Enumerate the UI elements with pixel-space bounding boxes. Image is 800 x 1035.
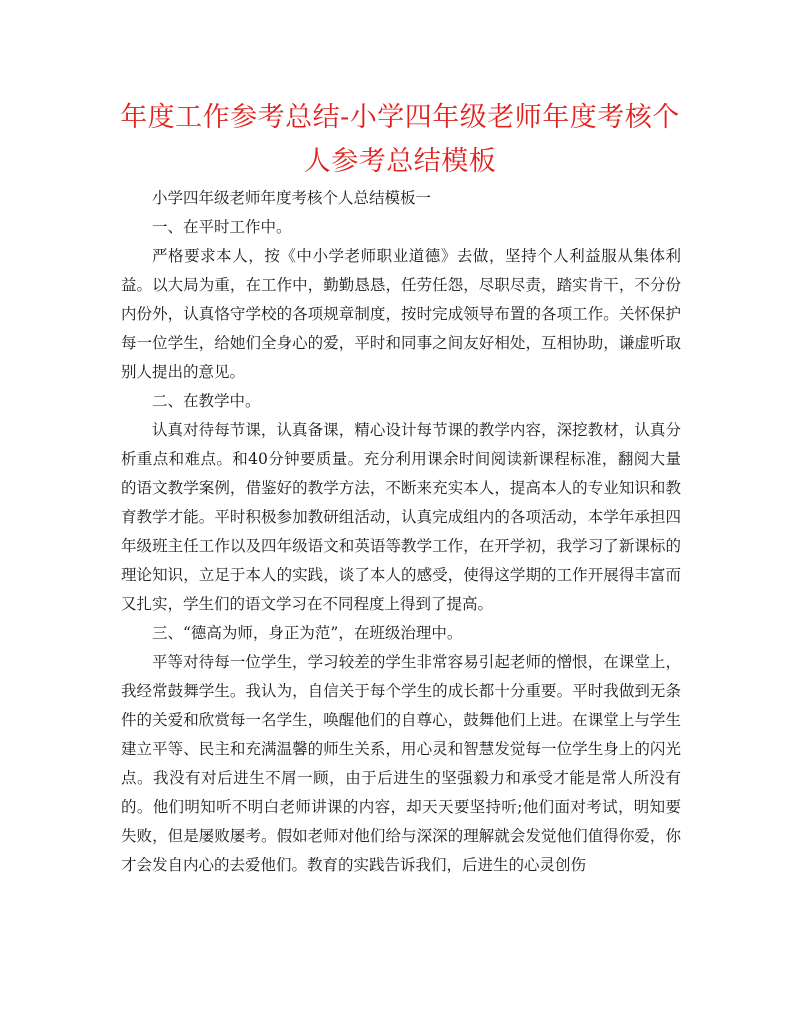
section-paragraph: 认真对待每节课，认真备课，精心设计每节课的教学内容，深挖教材，认真分析重点和难点。和40分钟要质量。充分利用课余时间阅读新课程标准，翻阅大量的语文教学案例，借鉴好的教学方法，不断来充实本人，提高本人的专业知识和教育教学才能。平时积极参加教研组活动，认真完成组内的各项活动，本学年承担四年级班主任工作以及四年级语文和英语等教学工作，在开学初，我学习了新课标的理论知识，立足于本人的实践，谈了本人的感受，使得这学期的工作开展得丰富而又扎实，学生们的语文学习在不同程度上得到了提高。	[121, 421, 681, 613]
section-heading: 一、在平时工作中。	[152, 218, 292, 236]
document-subtitle: 小学四年级老师年度考核个人总结模板一	[152, 189, 432, 207]
section-paragraph: 平等对待每一位学生，学习较差的学生非常容易引起老师的憎恨，在课堂上，我经常鼓舞学生。我认为，自信关于每个学生的成长都十分重要。平时我做到无条件的关爱和欣赏每一名学生，唤醒他们的自尊心，鼓舞他们上进。在课堂上与学生建立平等、民主和充满温馨的师生关系，用心灵和智慧发觉每一位学生身上的闪光点。我没有对后进生不屑一顾，由于后进生的坚强毅力和承受才能是常人所没有的。他们明知听不明白老师讲课的内容，却天天要坚持听;他们面对考试，明知要失败，但是屡败屡考。假如老师对他们给与深深的理解就会发觉他们值得你爱，你才会发自内心的去爱他们。教育的实践告诉我们，后进生的心灵创伤	[121, 653, 681, 874]
document-title: 年度工作参考总结-小学四年级老师年度考核个人参考总结模板	[120, 102, 680, 177]
document-body	[121, 184, 681, 880]
section-heading: 三、“德高为师，身正为范”，在班级治理中。	[152, 624, 463, 642]
section-paragraph: 严格要求本人，按《中小学老师职业道德》去做，坚持个人利益服从集体利益。以大局为重，在工作中，勤勤恳恳，任劳任怨，尽职尽责，踏实肯干，不分份内份外，认真恪守学校的各项规章制度，按时完成领导布置的各项工作。关怀保护每一位学生，给她们全身心的爱，平时和同事之间友好相处，互相协助，谦虚听取别人提出的意见。	[121, 247, 681, 381]
section-heading: 二、在教学中。	[152, 392, 261, 410]
